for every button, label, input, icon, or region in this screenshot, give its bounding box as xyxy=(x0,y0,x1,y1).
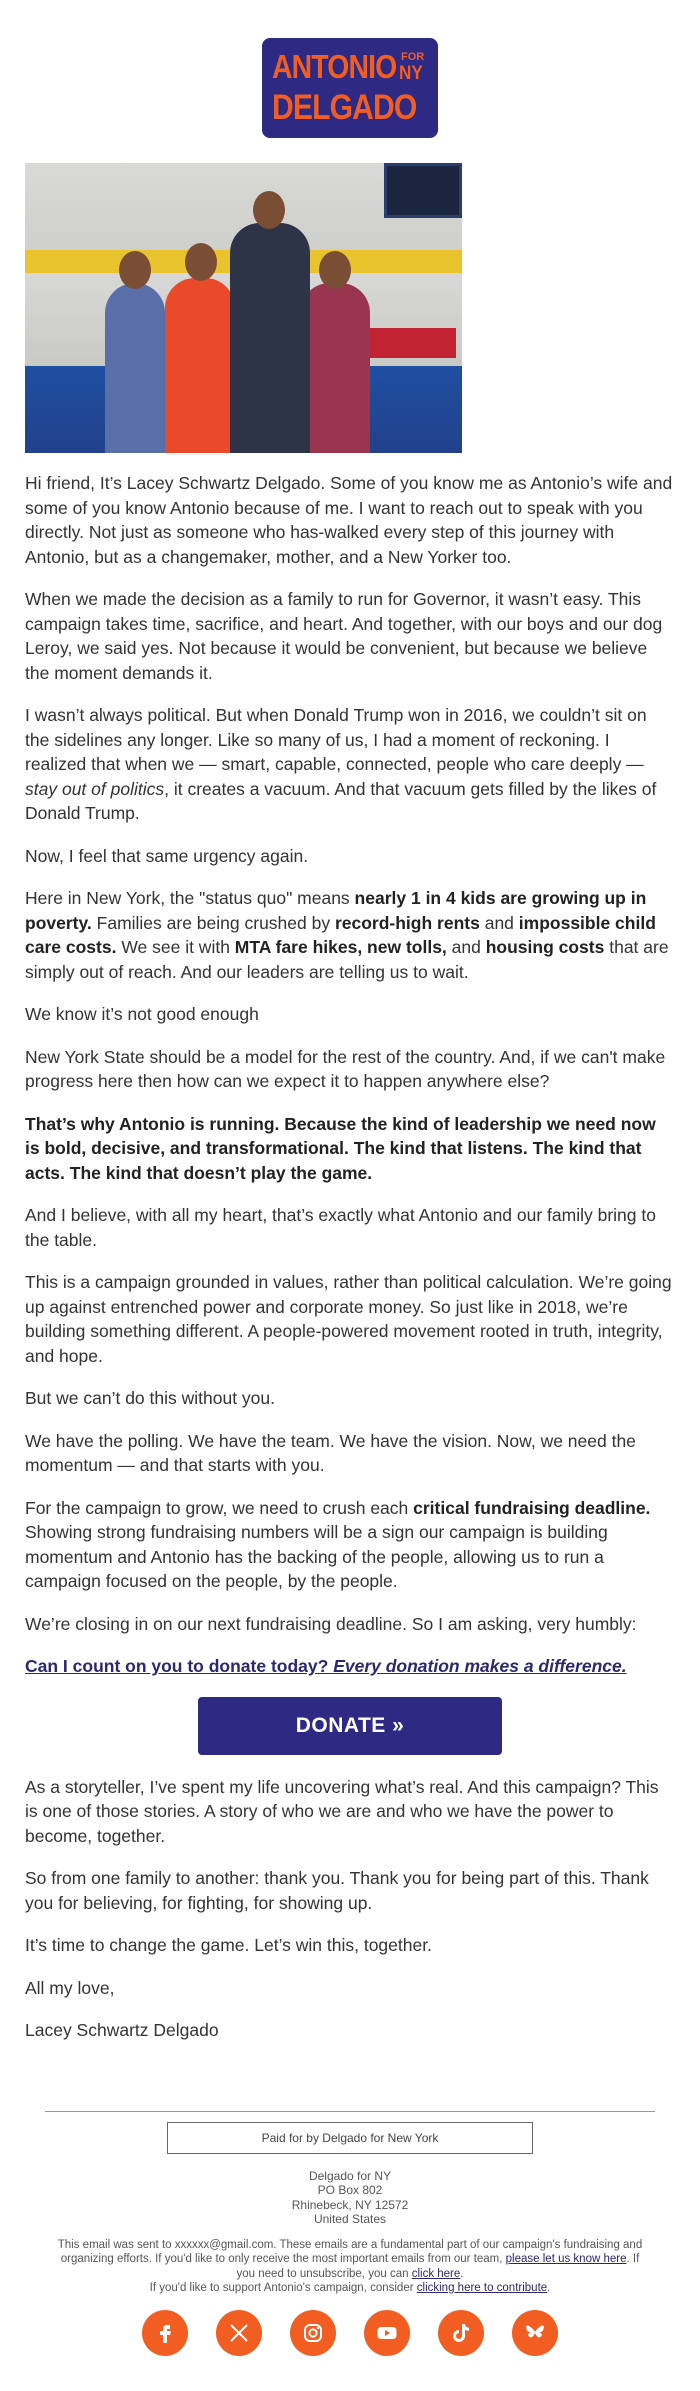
text-run: and xyxy=(479,912,519,933)
fine-text: If you'd like to support Antonio's campaign, consider xyxy=(149,2282,417,2294)
text-run: and xyxy=(446,937,486,957)
text-run: I wasn’t always political. But when Donald Trump won in 2016, we couldn’t sit on the sidelines any longer. Like so many of us, I had a moment of reckoning. I realized that when we — smart, capable, connected, people who care deeply — xyxy=(25,705,647,774)
letter-text xyxy=(25,453,675,2043)
photo-head xyxy=(119,251,151,289)
photo-scoreboard xyxy=(384,163,462,218)
fine-text: . xyxy=(547,2282,551,2294)
text-run: Families are being crushed by xyxy=(91,912,335,933)
logo-for: FOR xyxy=(401,51,425,63)
tiktok-icon[interactable] xyxy=(438,2310,484,2356)
bold-run: impossible child care costs. xyxy=(25,912,656,957)
photo-head xyxy=(185,243,217,281)
paragraph: So from one family to another: thank you. Thank you for being part of this. Thank you for believing, for fighting, for showing up. xyxy=(25,1868,649,1913)
donate-cta-link[interactable] xyxy=(25,1656,627,1676)
paragraph: But we can’t do this without you. xyxy=(25,1388,275,1408)
x-icon[interactable] xyxy=(216,2310,262,2356)
social-links xyxy=(45,2310,655,2390)
text-run: We see it with xyxy=(116,937,235,957)
photo-head xyxy=(253,191,285,229)
paragraph: New York State should be a model for the rest of the country. And, if we can't make progress here then how can we expect it to happen anywhere else? xyxy=(25,1046,666,1091)
photo-banner xyxy=(366,328,456,358)
photo-head xyxy=(319,251,351,289)
paragraph: We have the polling. We have the team. We have the vision. Now, we need the momentum — and that starts with you. xyxy=(25,1430,636,1475)
signoff xyxy=(25,1976,675,2043)
paragraph: Hi friend, It’s Lacey Schwartz Delgado. Some of you know me as Antonio’s wife and some of you know Antonio because of me. I want to reach out to speak with you directly. Not just as someone who has-walked every step of this journey with Antonio, but as a changemaker, mother, and a New Yorker too. xyxy=(25,473,673,567)
bold-run: MTA fare hikes, new tolls, xyxy=(234,937,447,957)
paragraph: This is a campaign grounded in values, rather than political calculation. We’re going up against entrenched power and corporate money. So just like in 2018, we’re building something different. A people-powered movement rooted in truth, integrity, and hope. xyxy=(25,1272,672,1366)
fine-text: This email was sent to xxxxxx@gmail.com. These emails are a fundamental part of our campaign's fundraising and organizing efforts. If you'd like to only receive the most important emails from our team, xyxy=(57,2238,643,2265)
paragraph-bold: That’s why Antonio is running. Because the kind of leadership we need now is bold, decisive, and transformational. The kind that listens. The kind that acts. The kind that doesn’t play the game. xyxy=(25,1113,656,1183)
text-run: For the campaign to grow, we need to crush each xyxy=(25,1497,414,1518)
unsubscribe-link[interactable]: click here xyxy=(411,2267,461,2280)
text-run: , it creates a vacuum. And that vacuum gets filled by the likes of Donald Trump. xyxy=(25,778,657,823)
cta-text: Can I count on you to donate today? xyxy=(25,1656,334,1676)
paragraph: We know it’s not good enough xyxy=(25,1004,259,1024)
photo-person xyxy=(165,278,235,453)
fine-print xyxy=(45,2238,655,2296)
italic-run: stay out of politics xyxy=(25,778,165,799)
logo-container xyxy=(25,0,675,138)
paragraph: Now, I feel that same urgency again. xyxy=(25,845,309,866)
paragraph xyxy=(25,703,675,826)
paragraph: It’s time to change the game. Let’s win this, together. xyxy=(25,1935,432,1955)
signoff-line: All my love, xyxy=(25,1977,115,1998)
bold-run: critical fundraising deadline. xyxy=(413,1497,651,1518)
bold-run: record-high rents xyxy=(334,912,480,933)
photo-person xyxy=(230,223,310,453)
mailing-address xyxy=(45,2169,655,2227)
fine-print-line xyxy=(55,2238,645,2282)
fine-print-line xyxy=(55,2281,645,2296)
donate-button-wrap xyxy=(25,1697,675,1755)
footer xyxy=(45,2111,655,2390)
photo-person xyxy=(105,283,165,453)
paid-for-box: Paid for by Delgado for New York xyxy=(167,2122,533,2154)
fine-text: . If you need to unsubscribe, you can xyxy=(236,2253,640,2280)
logo-ny: NY xyxy=(399,63,423,84)
logo-line1: ANTONIO xyxy=(272,48,397,85)
bold-run: housing costs xyxy=(485,937,605,957)
email-preferences-link[interactable]: please let us know here xyxy=(505,2253,627,2265)
address-country: United States xyxy=(313,2212,387,2226)
paragraph xyxy=(25,886,675,984)
youtube-icon[interactable] xyxy=(364,2310,410,2356)
address-org: Delgado for NY xyxy=(308,2168,392,2183)
paragraph: And I believe, with all my heart, that’s exactly what Antonio and our family bring to the table. xyxy=(25,1205,656,1250)
address-po: PO Box 802 xyxy=(317,2183,383,2197)
logo-line2: DELGADO xyxy=(272,88,417,127)
instagram-icon[interactable] xyxy=(290,2310,336,2356)
address-city: Rhinebeck, NY 12572 xyxy=(291,2197,409,2212)
bold-run: nearly 1 in 4 kids are growing up in poverty. xyxy=(25,888,647,933)
paragraph: We’re closing in on our next fundraising deadline. So I am asking, very humbly: xyxy=(25,1613,637,1634)
cta-italic: Every donation makes a difference. xyxy=(333,1656,627,1676)
text-run: Showing strong fundraising numbers will be a sign our campaign is building momentum and Antonio has the backing of the people, allowing us to run a campaign focused on the people, by the people. xyxy=(25,1522,608,1591)
text-run: Here in New York, the "status quo" means xyxy=(25,888,355,908)
signature-name: Lacey Schwartz Delgado xyxy=(25,2020,219,2040)
photo-person xyxy=(300,283,370,453)
campaign-logo[interactable] xyxy=(262,38,438,138)
donate-button[interactable]: DONATE » xyxy=(198,1697,502,1755)
contribute-link[interactable]: clicking here to contribute xyxy=(416,2282,548,2294)
text-run: that are simply out of reach. And our leaders are telling us to wait. xyxy=(25,937,669,982)
fine-text: . xyxy=(460,2267,464,2280)
cta-paragraph xyxy=(25,1654,675,1679)
facebook-icon[interactable] xyxy=(142,2310,188,2356)
family-photo xyxy=(25,163,462,453)
bluesky-icon[interactable] xyxy=(512,2310,558,2356)
paragraph xyxy=(25,1496,675,1594)
paragraph: As a storyteller, I’ve spent my life uncovering what’s real. And this campaign? This is one of those stories. A story of who we are and who we have the power to become, together. xyxy=(25,1776,659,1846)
paragraph: When we made the decision as a family to run for Governor, it wasn’t easy. This campaign takes time, sacrifice, and heart. And together, with our boys and our dog Leroy, we said yes. Not because it would be convenient, but because we believe the moment demands it. xyxy=(25,589,663,683)
